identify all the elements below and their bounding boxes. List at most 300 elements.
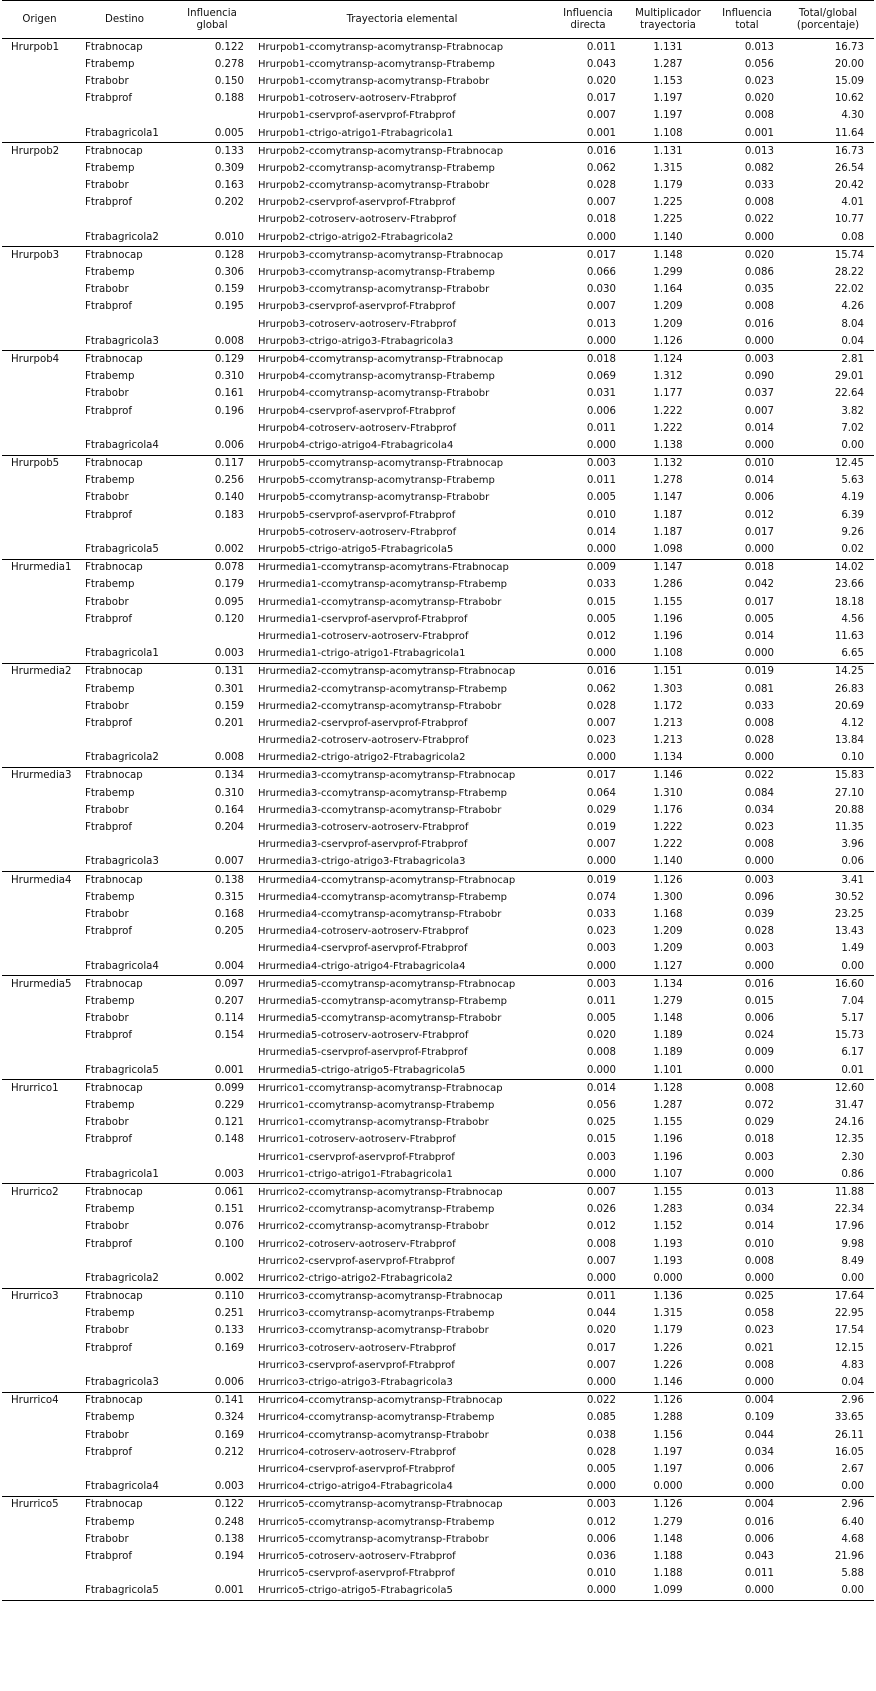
destination-cell	[77, 1149, 172, 1166]
multiplier-cell: 1.283	[653, 1204, 683, 1216]
destination-cell	[77, 1253, 172, 1270]
destination-cell	[77, 733, 172, 750]
path-cell: Hrurmedia3-ctrigo-atrigo3-Ftrabagricola3	[258, 856, 466, 868]
share-cell: 16.60	[782, 976, 874, 994]
table-row	[2, 958, 874, 976]
path-cell: Hrurpob4-ccomytransp-acomytransp-Ftrabemp	[258, 371, 495, 383]
destination-cell: Ftrabagricola2	[85, 231, 159, 243]
origin-cell: Hrurmedia4	[2, 872, 77, 890]
origin-cell	[2, 403, 77, 420]
global-influence-cell: 0.179	[214, 579, 244, 591]
direct-influence-cell: 0.003	[552, 455, 624, 473]
share-cell: 18.18	[834, 596, 864, 608]
multiplier-cell: 1.225	[653, 197, 683, 209]
origin-cell	[2, 681, 77, 698]
direct-influence-cell: 0.000	[586, 960, 616, 972]
direct-influence-cell: 0.038	[586, 1429, 616, 1441]
influence-table	[2, 0, 874, 1601]
global-influence-cell: 0.306	[214, 267, 244, 279]
origin-cell	[2, 195, 77, 212]
header-global-influence: Influencia global	[172, 1, 252, 39]
origin-cell: Hrurpob2	[2, 143, 77, 161]
global-influence-cell: 0.148	[214, 1134, 244, 1146]
global-influence-cell: 0.002	[214, 544, 244, 556]
path-cell: Hrurrico1-ccomytransp-acomytransp-Ftrabemp	[258, 1100, 495, 1112]
destination-cell: Ftrabnocap	[77, 143, 172, 161]
destination-cell: Ftrabagricola4	[85, 960, 159, 972]
global-influence-cell: 0.120	[214, 613, 244, 625]
total-influence-cell: 0.014	[744, 475, 774, 487]
total-influence-cell: 0.011	[744, 1568, 774, 1580]
multiplier-cell: 1.152	[653, 1221, 683, 1233]
total-influence-cell: 0.000	[744, 1377, 774, 1389]
direct-influence-cell: 0.000	[552, 1583, 624, 1601]
destination-cell	[77, 941, 172, 958]
origin-cell: Hrurmedia1	[2, 559, 77, 577]
origin-cell: Hrurmedia3	[2, 767, 77, 785]
share-cell: 5.88	[841, 1568, 864, 1580]
destination-cell	[77, 212, 172, 229]
table-row	[2, 1461, 874, 1478]
direct-influence-cell: 0.020	[586, 1030, 616, 1042]
destination-cell	[77, 1566, 172, 1583]
destination-cell: Ftrabprof	[85, 93, 133, 105]
multiplier-cell: 1.209	[653, 943, 683, 955]
global-influence-cell: 0.078	[172, 559, 252, 577]
multiplier-cell: 1.107	[653, 1168, 683, 1180]
path-cell: Hrurpob4-cotroserv-aotroserv-Ftrabprof	[258, 422, 457, 434]
global-influence-cell: 0.169	[214, 1342, 244, 1354]
path-cell: Hrurmedia1-ccomytransp-acomytransp-Ftrabemp	[258, 579, 508, 591]
origin-cell	[2, 229, 77, 247]
direct-influence-cell: 0.012	[586, 1221, 616, 1233]
direct-influence-cell: 0.008	[586, 1238, 616, 1250]
global-influence-cell: 0.133	[172, 143, 252, 161]
direct-influence-cell: 0.012	[586, 1516, 616, 1528]
total-influence-cell: 0.014	[744, 422, 774, 434]
destination-cell: Ftrabobr	[85, 388, 129, 400]
header-row	[2, 1, 874, 39]
share-cell: 23.66	[834, 579, 864, 591]
direct-influence-cell: 0.085	[586, 1412, 616, 1424]
direct-influence-cell: 0.028	[586, 1446, 616, 1458]
path-cell: Hrurpob2-ccomytransp-acomytransp-Ftrabobr	[258, 180, 490, 192]
total-influence-cell: 0.023	[744, 75, 774, 87]
table-row	[2, 1306, 874, 1323]
origin-cell	[2, 924, 77, 941]
table-row	[2, 490, 874, 507]
multiplier-cell: 1.286	[653, 579, 683, 591]
share-cell: 2.67	[841, 1463, 864, 1475]
direct-influence-cell: 0.017	[552, 247, 624, 265]
total-influence-cell: 0.010	[712, 455, 782, 473]
origin-cell	[2, 1132, 77, 1149]
table-row	[2, 1184, 874, 1202]
table-row	[2, 594, 874, 611]
global-influence-cell: 0.201	[214, 717, 244, 729]
direct-influence-cell: 0.033	[586, 579, 616, 591]
origin-cell	[2, 1583, 77, 1601]
multiplier-cell: 1.315	[653, 1308, 683, 1320]
total-influence-cell: 0.013	[712, 1184, 782, 1202]
total-influence-cell: 0.000	[744, 1168, 774, 1180]
table-row	[2, 125, 874, 143]
destination-cell: Ftrabnocap	[77, 976, 172, 994]
total-influence-cell: 0.000	[744, 544, 774, 556]
share-cell: 4.56	[841, 613, 864, 625]
direct-influence-cell: 0.062	[586, 683, 616, 695]
total-influence-cell: 0.008	[744, 717, 774, 729]
global-influence-cell	[172, 941, 252, 958]
global-influence-cell: 0.188	[214, 93, 244, 105]
multiplier-cell: 1.287	[653, 58, 683, 70]
path-cell: Hrurmedia5-cservprof-aservprof-Ftrabprof	[258, 1047, 468, 1059]
multiplier-cell: 1.101	[653, 1064, 683, 1076]
total-influence-cell: 0.058	[744, 1308, 774, 1320]
share-cell: 4.26	[841, 301, 864, 313]
total-influence-cell: 0.012	[744, 509, 774, 521]
multiplier-cell: 1.099	[624, 1583, 712, 1601]
share-cell: 22.95	[834, 1308, 864, 1320]
global-influence-cell: 0.117	[172, 455, 252, 473]
origin-cell	[2, 628, 77, 645]
share-cell: 8.04	[841, 318, 864, 330]
total-influence-cell: 0.000	[744, 752, 774, 764]
multiplier-cell: 1.312	[653, 371, 683, 383]
origin-cell: Hrurrico3	[2, 1288, 77, 1306]
total-influence-cell: 0.084	[744, 787, 774, 799]
multiplier-cell: 1.124	[624, 351, 712, 369]
global-influence-cell: 0.205	[214, 926, 244, 938]
direct-influence-cell: 0.010	[586, 509, 616, 521]
destination-cell: Ftrabobr	[85, 1533, 129, 1545]
table-row	[2, 1374, 874, 1392]
share-cell: 15.09	[834, 75, 864, 87]
multiplier-cell: 1.197	[653, 1463, 683, 1475]
table-row	[2, 750, 874, 768]
table-row	[2, 1566, 874, 1583]
global-influence-cell: 0.163	[214, 180, 244, 192]
multiplier-cell: 0.000	[653, 1481, 683, 1493]
origin-cell: Hrurrico2	[2, 1184, 77, 1202]
origin-cell	[2, 160, 77, 177]
share-cell: 12.35	[834, 1134, 864, 1146]
direct-influence-cell: 0.007	[586, 197, 616, 209]
origin-cell	[2, 507, 77, 524]
direct-influence-cell: 0.006	[586, 405, 616, 417]
direct-influence-cell: 0.005	[586, 1463, 616, 1475]
destination-cell: Ftrabemp	[85, 579, 135, 591]
path-cell: Hrurpob5-cservprof-aservprof-Ftrabprof	[258, 509, 456, 521]
origin-cell: Hrurmedia5	[2, 976, 77, 994]
origin-cell	[2, 785, 77, 802]
destination-cell: Ftrabagricola1	[85, 1168, 159, 1180]
origin-cell	[2, 333, 77, 351]
global-influence-cell	[172, 837, 252, 854]
multiplier-cell: 1.193	[653, 1255, 683, 1267]
total-influence-cell: 0.006	[744, 492, 774, 504]
share-cell: 4.83	[841, 1359, 864, 1371]
total-influence-cell: 0.004	[712, 1392, 782, 1410]
multiplier-cell: 1.188	[653, 1568, 683, 1580]
total-influence-cell: 0.018	[744, 1134, 774, 1146]
direct-influence-cell: 0.018	[552, 351, 624, 369]
multiplier-cell: 1.197	[653, 110, 683, 122]
direct-influence-cell: 0.019	[552, 872, 624, 890]
table-row	[2, 1166, 874, 1184]
path-cell: Hrurmedia4-cotroserv-aotroserv-Ftrabprof	[258, 926, 469, 938]
total-influence-cell: 0.022	[744, 214, 774, 226]
share-cell: 6.39	[841, 509, 864, 521]
path-cell: Hrurmedia2-cservprof-aservprof-Ftrabprof	[258, 717, 468, 729]
share-cell: 17.54	[834, 1325, 864, 1337]
destination-cell	[77, 1045, 172, 1062]
multiplier-cell: 1.213	[653, 717, 683, 729]
path-cell: Hrurrico4-ccomytransp-acomytransp-Ftrabemp	[258, 1412, 495, 1424]
origin-cell: Hrurpob4	[2, 351, 77, 369]
total-influence-cell: 0.006	[744, 1463, 774, 1475]
global-influence-cell: 0.310	[214, 787, 244, 799]
share-cell: 33.65	[834, 1412, 864, 1424]
total-influence-cell: 0.021	[744, 1342, 774, 1354]
path-cell: Hrurmedia4-cservprof-aservprof-Ftrabprof	[258, 943, 468, 955]
multiplier-cell: 1.303	[653, 683, 683, 695]
destination-cell	[77, 837, 172, 854]
share-cell: 12.45	[782, 455, 874, 473]
global-influence-cell	[172, 1357, 252, 1374]
share-cell: 2.96	[782, 1496, 874, 1514]
global-influence-cell	[172, 212, 252, 229]
destination-cell: Ftrabnocap	[77, 559, 172, 577]
destination-cell: Ftrabobr	[85, 492, 129, 504]
global-influence-cell	[172, 1149, 252, 1166]
path-cell: Hrurmedia3-ccomytransp-acomytransp-Ftrabobr	[258, 804, 502, 816]
destination-cell: Ftrabprof	[85, 717, 133, 729]
destination-cell: Ftrabemp	[85, 1516, 135, 1528]
origin-cell	[2, 819, 77, 836]
table-row	[2, 993, 874, 1010]
total-influence-cell: 0.023	[744, 822, 774, 834]
destination-cell: Ftrabprof	[85, 926, 133, 938]
direct-influence-cell: 0.003	[586, 1151, 616, 1163]
path-cell: Hrurrico1-cservprof-aservprof-Ftrabprof	[258, 1151, 455, 1163]
table-row	[2, 108, 874, 125]
share-cell: 26.83	[834, 683, 864, 695]
direct-influence-cell: 0.036	[586, 1550, 616, 1562]
path-cell: Hrurmedia5-cotroserv-aotroserv-Ftrabprof	[258, 1030, 469, 1042]
path-cell: Hrurmedia3-cotroserv-aotroserv-Ftrabprof	[258, 822, 469, 834]
table-row	[2, 1149, 874, 1166]
path-cell: Hrurrico4-ctrigo-atrigo4-Ftrabagricola4	[258, 1481, 453, 1493]
share-cell: 0.04	[841, 335, 864, 347]
total-influence-cell: 0.044	[744, 1429, 774, 1441]
share-cell: 27.10	[834, 787, 864, 799]
global-influence-cell: 0.122	[172, 1496, 252, 1514]
total-influence-cell: 0.003	[744, 1151, 774, 1163]
total-influence-cell: 0.008	[744, 1359, 774, 1371]
path-cell: Hrurmedia3-ccomytransp-acomytransp-Ftrabemp	[258, 787, 508, 799]
share-cell: 0.00	[841, 1481, 864, 1493]
destination-cell: Ftrabnocap	[77, 247, 172, 265]
table-row	[2, 56, 874, 73]
path-cell: Hrurpob3-ccomytransp-acomytransp-Ftrabobr	[258, 284, 490, 296]
share-cell: 0.04	[841, 1377, 864, 1389]
global-influence-cell: 0.061	[172, 1184, 252, 1202]
origin-cell	[2, 420, 77, 437]
multiplier-cell: 1.299	[653, 267, 683, 279]
global-influence-cell: 0.324	[214, 1412, 244, 1424]
destination-cell: Ftrabagricola3	[85, 856, 159, 868]
destination-cell: Ftrabemp	[85, 162, 135, 174]
path-cell: Hrurpob2-cservprof-aservprof-Ftrabprof	[258, 197, 456, 209]
total-influence-cell: 0.013	[712, 143, 782, 161]
total-influence-cell: 0.014	[744, 1221, 774, 1233]
destination-cell: Ftrabprof	[85, 301, 133, 313]
destination-cell	[77, 108, 172, 125]
share-cell: 8.49	[841, 1255, 864, 1267]
origin-cell	[2, 541, 77, 559]
share-cell: 0.10	[841, 752, 864, 764]
path-cell: Hrurrico2-ccomytransp-acomytransp-Ftrabemp	[258, 1204, 495, 1216]
origin-cell: Hrurrico4	[2, 1392, 77, 1410]
global-influence-cell: 0.133	[214, 1325, 244, 1337]
table-row	[2, 1062, 874, 1080]
total-influence-cell: 0.109	[744, 1412, 774, 1424]
table-row	[2, 837, 874, 854]
global-influence-cell: 0.128	[172, 247, 252, 265]
share-cell: 20.00	[834, 58, 864, 70]
total-influence-cell: 0.003	[712, 872, 782, 890]
table-body	[2, 39, 874, 1601]
table-row	[2, 976, 874, 994]
path-cell: Hrurrico1-cotroserv-aotroserv-Ftrabprof	[258, 1134, 456, 1146]
header-origin: Origen	[2, 1, 77, 39]
global-influence-cell: 0.141	[172, 1392, 252, 1410]
total-influence-cell: 0.033	[744, 180, 774, 192]
table-row	[2, 143, 874, 161]
destination-cell: Ftrabprof	[85, 1446, 133, 1458]
table-row	[2, 333, 874, 351]
multiplier-cell: 1.226	[653, 1342, 683, 1354]
direct-influence-cell: 0.020	[586, 75, 616, 87]
total-influence-cell: 0.029	[744, 1117, 774, 1129]
path-cell: Hrurmedia5-ccomytransp-acomytransp-Ftrabemp	[258, 995, 508, 1007]
total-influence-cell: 0.039	[744, 908, 774, 920]
table-row	[2, 819, 874, 836]
share-cell: 5.63	[841, 475, 864, 487]
multiplier-cell: 1.187	[653, 509, 683, 521]
global-influence-cell: 0.008	[214, 752, 244, 764]
total-influence-cell: 0.037	[744, 388, 774, 400]
direct-influence-cell: 0.013	[586, 318, 616, 330]
header-multiplier: Multiplicador trayectoria	[624, 1, 712, 39]
table-row	[2, 524, 874, 541]
total-influence-cell: 0.016	[744, 318, 774, 330]
destination-cell: Ftrabnocap	[77, 351, 172, 369]
destination-cell: Ftrabnocap	[77, 872, 172, 890]
multiplier-cell: 1.288	[653, 1412, 683, 1424]
global-influence-cell: 0.110	[172, 1288, 252, 1306]
direct-influence-cell: 0.064	[586, 787, 616, 799]
global-influence-cell: 0.212	[214, 1446, 244, 1458]
total-influence-cell: 0.008	[744, 110, 774, 122]
direct-influence-cell: 0.000	[586, 1272, 616, 1284]
multiplier-cell: 1.278	[653, 475, 683, 487]
total-influence-cell: 0.034	[744, 1446, 774, 1458]
multiplier-cell: 1.226	[653, 1359, 683, 1371]
multiplier-cell: 1.287	[653, 1100, 683, 1112]
origin-cell	[2, 56, 77, 73]
direct-influence-cell: 0.017	[586, 93, 616, 105]
origin-cell	[2, 958, 77, 976]
destination-cell: Ftrabnocap	[77, 767, 172, 785]
origin-cell	[2, 1097, 77, 1114]
path-cell: Hrurpob3-cservprof-aservprof-Ftrabprof	[258, 301, 456, 313]
table-row	[2, 1514, 874, 1531]
share-cell: 3.82	[841, 405, 864, 417]
share-cell: 1.49	[841, 943, 864, 955]
origin-cell	[2, 108, 77, 125]
share-cell: 3.96	[841, 839, 864, 851]
path-cell: Hrurmedia2-cotroserv-aotroserv-Ftrabprof	[258, 735, 469, 747]
direct-influence-cell: 0.005	[586, 1013, 616, 1025]
origin-cell	[2, 524, 77, 541]
global-influence-cell: 0.151	[214, 1204, 244, 1216]
table-row	[2, 1496, 874, 1514]
total-influence-cell: 0.000	[744, 439, 774, 451]
table-row	[2, 1270, 874, 1288]
origin-cell	[2, 91, 77, 108]
destination-cell: Ftrabobr	[85, 1117, 129, 1129]
destination-cell: Ftrabnocap	[77, 1184, 172, 1202]
path-cell: Hrurrico5-ccomytransp-acomytransp-Ftrabnocap	[252, 1496, 552, 1514]
total-influence-cell: 0.020	[744, 93, 774, 105]
share-cell: 0.00	[841, 960, 864, 972]
total-influence-cell: 0.028	[744, 735, 774, 747]
origin-cell	[2, 1566, 77, 1583]
origin-cell	[2, 715, 77, 732]
total-influence-cell: 0.008	[712, 1080, 782, 1098]
table-row	[2, 1340, 874, 1357]
multiplier-cell: 1.179	[653, 180, 683, 192]
total-influence-cell: 0.009	[744, 1047, 774, 1059]
share-cell: 14.02	[782, 559, 874, 577]
destination-cell: Ftrabprof	[85, 1030, 133, 1042]
table-row	[2, 247, 874, 265]
multiplier-cell: 1.134	[624, 976, 712, 994]
multiplier-cell: 1.108	[653, 648, 683, 660]
table-row	[2, 854, 874, 872]
multiplier-cell: 1.222	[653, 822, 683, 834]
global-influence-cell: 0.159	[214, 284, 244, 296]
destination-cell: Ftrabobr	[85, 284, 129, 296]
global-influence-cell: 0.194	[214, 1550, 244, 1562]
destination-cell	[77, 1357, 172, 1374]
total-influence-cell: 0.006	[744, 1013, 774, 1025]
table-row	[2, 1427, 874, 1444]
path-cell: Hrurpob4-cservprof-aservprof-Ftrabprof	[258, 405, 456, 417]
multiplier-cell: 1.209	[653, 301, 683, 313]
destination-cell: Ftrabprof	[85, 822, 133, 834]
origin-cell	[2, 1410, 77, 1427]
total-influence-cell: 0.003	[712, 351, 782, 369]
table-row	[2, 906, 874, 923]
direct-influence-cell: 0.023	[586, 735, 616, 747]
destination-cell: Ftrabprof	[85, 509, 133, 521]
origin-cell	[2, 386, 77, 403]
multiplier-cell: 1.279	[653, 1516, 683, 1528]
path-cell: Hrurpob5-cotroserv-aotroserv-Ftrabprof	[258, 526, 457, 538]
